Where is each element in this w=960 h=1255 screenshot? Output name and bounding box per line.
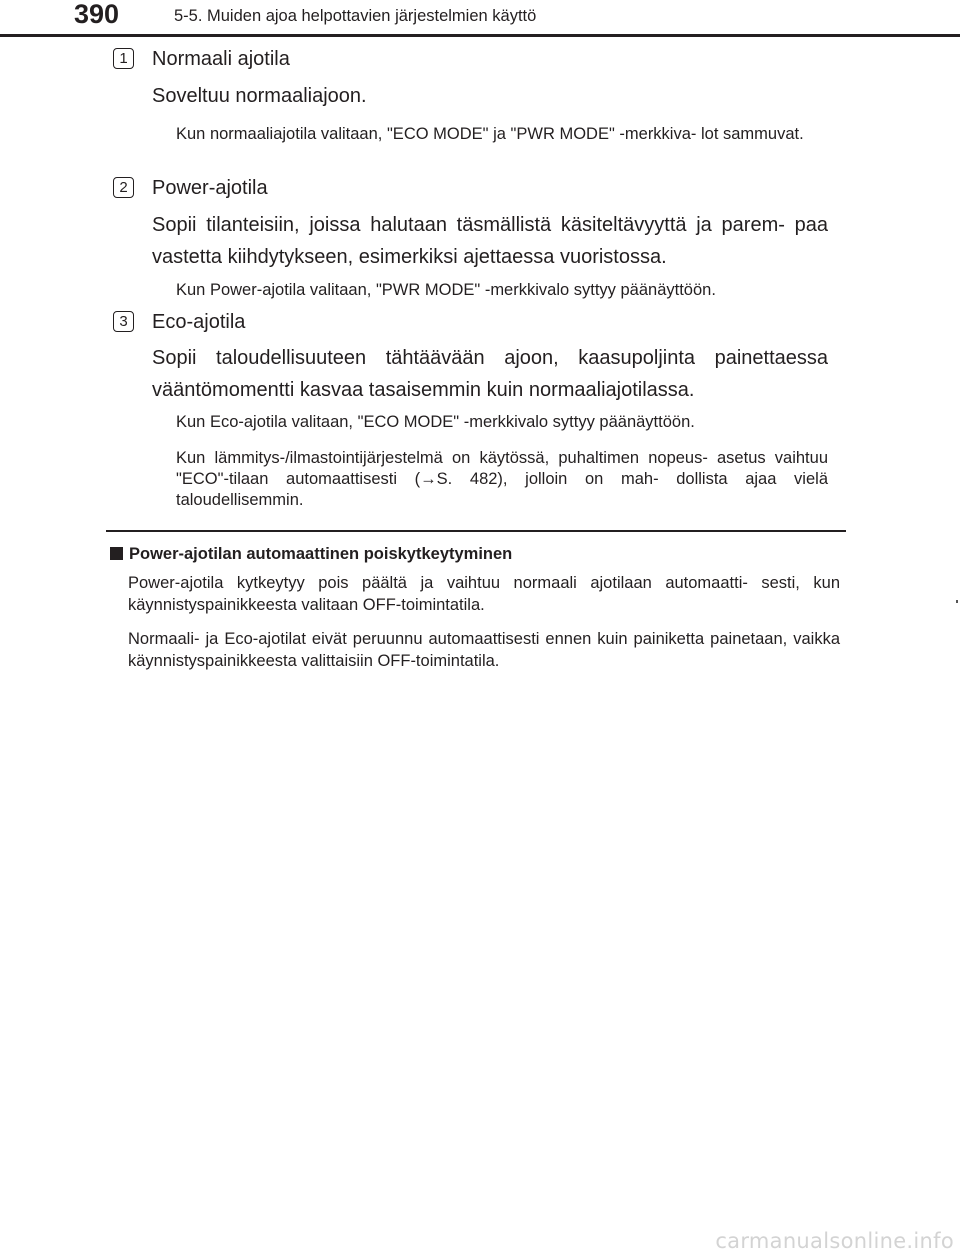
info-heading-text: Power-ajotilan automaattinen poiskytkeytyminen: [129, 545, 513, 563]
info-paragraph: Power-ajotila kytkeytyy pois päältä ja vaihtuu normaali ajotilaan automaatti- sesti, kun käynnistyspainikkeesta valitaan OFF-toimintatila.: [128, 574, 840, 614]
header-rule: [0, 34, 960, 37]
mode-number-badge: 1: [113, 48, 134, 69]
mode-number-badge: 3: [113, 311, 134, 332]
info-paragraph: Normaali- ja Eco-ajotilat eivät peruunnu automaattisesti ennen kuin painiketta painetaan, vaikka käynnistyspainikkeesta valittaisiin OFF-toimintatila.: [128, 630, 840, 670]
section-title: 5-5. Muiden ajoa helpottavien järjestelmien käyttö: [174, 7, 537, 25]
page-header: [0, 0, 960, 36]
section-divider: [106, 530, 846, 532]
info-heading: [110, 544, 512, 565]
mode-note: Kun normaaliajotila valitaan, "ECO MODE" ja "PWR MODE" -merkkiva- lot sammuvat.: [176, 125, 804, 143]
mode-note: Kun Power-ajotila valitaan, "PWR MODE" -merkkivalo syttyy päänäyttöön.: [176, 281, 716, 299]
square-bullet-icon: [110, 547, 123, 560]
mode-note: Kun lämmitys-/ilmastointijärjestelmä on käytössä, puhaltimen nopeus- asetus vaihtuu "ECO"-tilaan automaattisesti (→S. 482), jolloin on mah- dollista ajaa vielä taloudellisemmin.: [176, 449, 828, 509]
page-number: 390: [74, 0, 120, 29]
mode-description: Soveltuu normaaliajoon.: [152, 85, 367, 107]
mode-description: Sopii tilanteisiin, joissa halutaan täsmällistä käsiteltävyyttä ja parem- paa vastetta kiihdytykseen, esimerkiksi ajettaessa vuoristossa.: [152, 214, 828, 268]
mode-note: Kun Eco-ajotila valitaan, "ECO MODE" -merkkivalo syttyy päänäyttöön.: [176, 413, 695, 431]
edge-mark: [956, 600, 958, 603]
mode-title: Eco-ajotila: [152, 311, 246, 333]
watermark: carmanualsonline.info: [715, 1229, 954, 1253]
mode-title: Power-ajotila: [152, 177, 268, 199]
mode-number-badge: 2: [113, 177, 134, 198]
mode-description: Sopii taloudellisuuteen tähtäävään ajoon, kaasupoljinta painettaessa vääntömomentti kasvaa tasaisemmin kuin normaaliajotilassa.: [152, 347, 828, 401]
mode-title: Normaali ajotila: [152, 48, 290, 70]
